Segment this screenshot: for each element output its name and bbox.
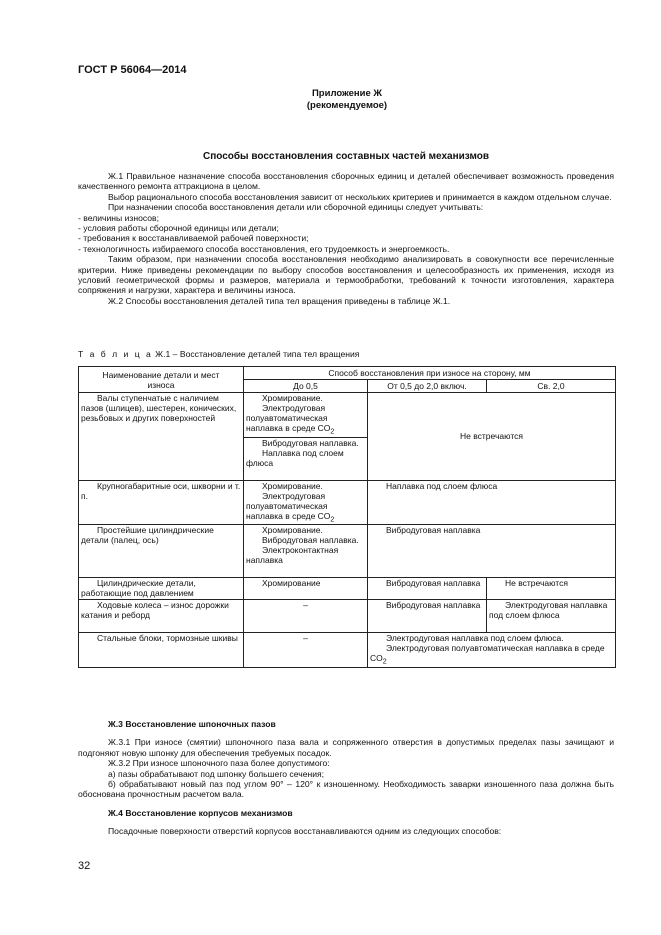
document-code: ГОСТ Р 56064—2014 <box>78 64 187 76</box>
table-caption-label: Т а б л и ц а <box>78 349 153 359</box>
intro-paragraph: Таким образом, при назначении способа восстановления необходимо анализировать в совокупности все перечисленные критерии. Ниже приведены рекомендации по выбору способов восстановления и целесообразность их применения, исходя из условий геометрической формы и размеров, материала и термообработки, требований к точности изготовления, характера сопряжения и нагрузки, характера и величины износа. <box>78 254 614 296</box>
table-cell: – <box>244 600 368 633</box>
table-cell: Не встречаются <box>487 578 616 600</box>
table-cell: Вибродуговая наплавка <box>368 578 487 600</box>
list-item: а) пазы обрабатывают под шпонку большего сечения; <box>108 768 325 779</box>
table-cell: Хромирование. Электродуговая полуавтоматическая наплавка в среде $CO_2$ <box>244 480 368 525</box>
page-number: 32 <box>78 860 91 872</box>
intro-block <box>78 171 614 306</box>
table-cell: Электродуговая наплавка под слоем флюса. Электродуговая полуавтоматическая наплавка в среде $CO_2$ <box>368 633 616 668</box>
list-item: - условия работы сборочной единицы или детали; <box>78 223 279 234</box>
table-cell: Хромирование. Электродуговая полуавтоматическая наплавка в среде $CO_2$ <box>244 393 368 438</box>
appendix-subtitle: (рекомендуемое) <box>306 100 388 111</box>
table-cell-name: Валы ступенчатые с наличием пазов (шлицев), шестерен, конических, резьбовых и других поверхностей <box>79 393 244 481</box>
table-cell: Не встречаются <box>368 393 616 481</box>
table-cell-name: Стальные блоки, тормозные шкивы <box>79 633 244 668</box>
table-caption <box>78 349 359 359</box>
section-heading: Ж.4 Восстановление корпусов механизмов <box>108 807 293 818</box>
paragraph: Ж.3.2 При износе шпоночного паза более допустимого: <box>108 758 330 769</box>
header-cell-name: Наименование детали и мест износа <box>79 367 244 393</box>
header-cell-group: Способ восстановления при износе на сторону, мм <box>244 367 616 380</box>
intro-paragraph: Ж.2 Способы восстановления деталей типа тел вращения приведены в таблице Ж.1. <box>108 295 451 306</box>
table-row <box>79 633 616 668</box>
section-title: Способы восстановления составных частей механизмов <box>202 151 490 162</box>
intro-paragraph: Выбор рационального способа восстановления зависит от нескольких критериев и принимается в каждом отдельном случае. <box>108 191 612 202</box>
table-row <box>79 600 616 633</box>
table-cell: Вибродуговая наплавка <box>368 525 616 578</box>
table-cell: Электродуговая наплавка под слоем флюса <box>487 600 616 633</box>
table-cell-name: Крупногабаритные оси, шкворни и т. п. <box>79 480 244 525</box>
section-heading: Ж.3 Восстановление шпоночных пазов <box>108 719 276 729</box>
section-3 <box>78 719 614 837</box>
appendix-title: Приложение Ж <box>311 88 383 99</box>
table-cell-name: Простейшие цилиндрические детали (палец, ось) <box>79 525 244 578</box>
paragraph: Посадочные поверхности отверстий корпусов восстанавливаются одним из следующих способов: <box>108 826 502 837</box>
header-cell: Св. 2,0 <box>487 380 616 393</box>
table-header-row <box>79 367 616 380</box>
header-cell: До 0,5 <box>244 380 368 393</box>
restoration-table <box>78 366 616 668</box>
table-cell: Хромирование <box>244 578 368 600</box>
intro-paragraph: Ж.1 Правильное назначение способа восстановления сборочных единиц и деталей обеспечивает возможность проведения качественного ремонта аттракциона в целом. <box>78 171 614 192</box>
table-row <box>79 393 616 438</box>
table-cell: Вибродуговая наплавка <box>368 600 487 633</box>
table-cell: Вибродуговая наплавка. Наплавка под слоем флюса <box>244 437 368 480</box>
table-row <box>79 525 616 578</box>
table-cell: Наплавка под слоем флюса <box>368 480 616 525</box>
list-item: - величины износов; <box>78 212 160 223</box>
table-cell: Хромирование. Вибродуговая наплавка. Электроконтактная наплавка <box>244 525 368 578</box>
header-cell: От 0,5 до 2,0 включ. <box>368 380 487 393</box>
table-cell-name: Цилиндрические детали, работающие под давлением <box>79 578 244 600</box>
intro-paragraph: При назначении способа восстановления детали или сборочной единицы следует учитывать: <box>108 202 484 213</box>
table-row <box>79 578 616 600</box>
table-cell-name: Ходовые колеса – износ дорожки катания и реборд <box>79 600 244 633</box>
table-caption-text: Ж.1 – Восстановление деталей типа тел вращения <box>152 349 360 359</box>
table-cell: – <box>244 633 368 668</box>
table-row <box>79 480 616 525</box>
paragraph: Ж.3.1 При износе (смятии) шпоночного паза вала и сопряженного отверстия в допустимых пределах пазы зачищают и подгоняют новую шпонку для обеспечения требуемых посадок. <box>78 737 614 758</box>
list-item: - требования к восстанавливаемой рабочей поверхности; <box>78 233 309 244</box>
list-item: б) обрабатывают новый паз под углом 90° – 120° к изношенному. Необходимость заварки изношенного паза должна быть обоснована прочностным расчетом вала. <box>78 779 614 800</box>
list-item: - технологичность избираемого способа восстановления, его трудоемкость и энергоемкость. <box>78 243 450 254</box>
